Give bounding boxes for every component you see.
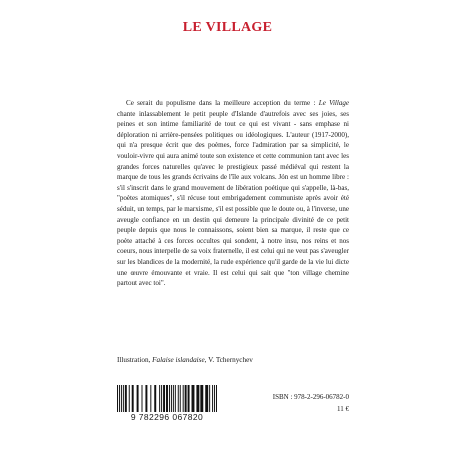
barcode-bar	[196, 385, 199, 415]
isbn-block	[245, 391, 349, 415]
barcode-bar	[192, 385, 195, 415]
barcode-bar	[119, 385, 120, 415]
barcode-bar	[180, 385, 181, 415]
price: 11 €	[337, 405, 349, 413]
barcode-bar	[154, 385, 156, 415]
barcode-bar	[183, 385, 184, 415]
barcode-bar	[188, 385, 190, 415]
barcode-bar	[175, 385, 176, 415]
barcode-bar	[159, 385, 160, 415]
barcode-bar	[171, 385, 172, 415]
blurb-intro: Ce serait du populisme dans la meilleure acception du terme :	[126, 99, 319, 107]
barcode-bar	[132, 385, 134, 415]
barcode-bar	[166, 385, 168, 415]
barcode-bar	[123, 385, 124, 415]
illustration-credit	[117, 355, 357, 365]
barcode-bar	[214, 385, 215, 415]
barcode-bar	[216, 385, 217, 415]
barcode-bar	[205, 385, 208, 415]
credit-artist: , V. Tchernychev	[204, 356, 253, 364]
barcode-bar	[125, 385, 127, 415]
credit-prefix: Illustration,	[117, 356, 153, 364]
barcode-bar	[142, 385, 143, 415]
blurb-text: chante inlassablement le petit peuple d'Islande d'autrefois avec ses joies, ses peines et son intime familiarité de tout ce qui est vivant - sans emphase ni déploration ni arrière-pensées politiques ou idéologiques. L'auteur (1917-2000), qui n'a presque écrit que des poèmes, force l'admiration par sa simplicité, le vouloir-vivre qui aura animé toute son existence et cette communion tant avec les grandes forces naturelles qu'avec le prestigieux passé médiéval qui restent la marque de tous les grands écrivains de l'île aux volcans. Jón est un homme libre : s'il s'inscrit dans le grand mouvement de libération poétique qui s'appelle, là-bas, "poètes atomiques", s'il récuse tout embrigadement communiste après avoir été séduit, un temps, par le marxisme, s'il est possible que le doute ou, à l'inverse, une aveugle confiance en un destin qui demeure la principale divinité de ce petit peuple depuis que nous le connaissons, soient bien sa marque, il reste que ce poète attaché à ces forces occultes qui sondent, à notre insu, nos reins et nos coeurs, nous interpelle de sa voix fraternelle, il est celui qui ne veut pas s'aveugler sur les blandices de la modernité, la rude expérience qu'il garde de la vie lui dicte une œuvre émouvante et vraie. Il est celui qui sait que "ton village chemine partout avec toi".	[117, 109, 349, 288]
blurb-paragraph	[117, 98, 349, 289]
barcode-bar	[173, 385, 174, 415]
credit-work-title: Falaise islandaise	[152, 356, 205, 364]
barcode-bar	[137, 385, 139, 415]
barcode-digits: 9 782296 067820	[117, 412, 217, 422]
barcode-bar	[169, 385, 170, 415]
barcode-bars	[117, 385, 217, 415]
barcode-bar	[200, 385, 203, 415]
back-cover-blurb	[117, 98, 349, 289]
barcode-bar	[163, 385, 165, 415]
barcode-bar	[121, 385, 122, 415]
barcode-bar	[161, 385, 162, 415]
barcode-bar	[212, 385, 213, 415]
barcode-bar	[209, 385, 210, 415]
blurb-book-title: Le Village	[318, 99, 350, 107]
book-title-heading: LE VILLAGE	[182, 20, 273, 35]
barcode-bar	[178, 385, 179, 415]
barcode-bar	[129, 385, 130, 415]
barcode-bar	[150, 385, 151, 415]
isbn-number: ISBN : 978-2-296-06782-0	[272, 393, 349, 401]
barcode-bar	[117, 385, 118, 415]
barcode-bar	[145, 385, 147, 415]
barcode-bar	[185, 385, 187, 415]
